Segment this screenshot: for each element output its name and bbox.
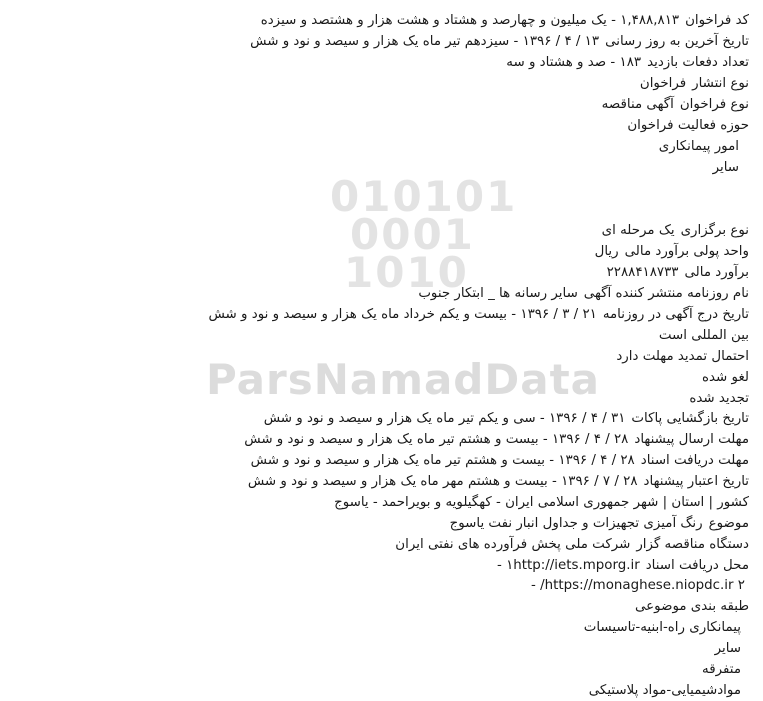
estimate-label: برآورد مالی bbox=[684, 265, 749, 280]
newspaper-date-label: تاریخ درج آگهی در روزنامه bbox=[602, 307, 749, 322]
doc-place-label: محل دریافت اسناد bbox=[645, 558, 749, 573]
renewed-flag: تجدید شده bbox=[689, 391, 749, 406]
last-update-value: ۱۳ / ۴ / ۱۳۹۶ - سیزدهم تیر ماه یک هزار و سیصد و نود و شش bbox=[250, 34, 600, 49]
call-code-row bbox=[261, 12, 749, 31]
activity-scope-item: سایر bbox=[712, 160, 739, 175]
opening-date-row bbox=[264, 410, 749, 429]
organizer-value: شرکت ملی پخش فرآورده های نفتی ایران bbox=[395, 537, 631, 552]
holding-type-value: یک مرحله ای bbox=[601, 223, 675, 238]
classification-item: سایر bbox=[714, 641, 741, 656]
doc-receive-deadline-label: مهلت دریافت اسناد bbox=[640, 453, 749, 468]
newspaper-date-row bbox=[208, 306, 749, 325]
doc-receive-deadline-row bbox=[251, 452, 749, 471]
submit-deadline-value: ۲۸ / ۴ / ۱۳۹۶ - بیست و هشتم تیر ماه یک هزار و سیصد و نود و شش bbox=[244, 432, 629, 447]
currency-value: ریال bbox=[594, 244, 619, 259]
watermark-brand: ParsNamadData bbox=[206, 355, 600, 404]
call-type-row bbox=[602, 96, 749, 115]
extension-flag: احتمال تمدید مهلت دارد bbox=[616, 349, 749, 364]
newspaper-value: سایر رسانه ها _ ابتکار جنوب bbox=[418, 286, 578, 301]
last-update-row bbox=[250, 33, 749, 52]
visits-label: تعداد دفعات بازدید bbox=[647, 55, 749, 70]
activity-scope-item: امور پیمانکاری bbox=[658, 139, 739, 154]
holding-type-label: نوع برگزاری bbox=[680, 223, 749, 238]
organizer-label: دستگاه مناقصه گزار bbox=[636, 537, 749, 552]
location-row: کشور | استان | شهر جمهوری اسلامی ایران - کهگیلویه و بویراحمد - یاسوج bbox=[334, 495, 749, 510]
subject-value: رنگ آمیزی تجهیزات و جداول انبار نفت یاسوج bbox=[449, 516, 703, 531]
subject-label: موضوع bbox=[708, 516, 749, 531]
newspaper-label: نام روزنامه منتشر کننده آگهی bbox=[583, 286, 749, 301]
publish-type-value: فراخوان bbox=[639, 76, 687, 91]
visits-value: ۱۸۳ - صد و هشتاد و سه bbox=[506, 55, 642, 70]
newspaper-row bbox=[418, 285, 749, 304]
doc-receive-deadline-value: ۲۸ / ۴ / ۱۳۹۶ - بیست و هشتم تیر ماه یک هزار و سیصد و نود و شش bbox=[250, 453, 635, 468]
opening-date-label: تاریخ بازگشایی پاکات bbox=[631, 411, 749, 426]
estimate-row bbox=[607, 264, 749, 283]
call-type-value: آگهی مناقصه bbox=[601, 97, 674, 112]
visits-row bbox=[506, 54, 749, 73]
validity-date-value: ۲۸ / ۷ / ۱۳۹۶ - بیست و هشتم مهر ماه یک هزار و سیصد و نود و شش bbox=[247, 474, 638, 489]
validity-date-row bbox=[248, 473, 749, 492]
last-update-label: تاریخ آخرین به روز رسانی bbox=[605, 34, 749, 49]
publish-type-label: نوع انتشار bbox=[692, 76, 749, 91]
activity-scope-label: حوزه فعالیت فراخوان bbox=[627, 118, 749, 133]
doc-place-link-1[interactable]: ۱http://iets.mporg.ir - bbox=[496, 558, 640, 573]
subject-row bbox=[450, 515, 749, 534]
classification-item: متفرقه bbox=[702, 662, 741, 677]
classification-item: پیمانکاری راه-ابنیه-تاسیسات bbox=[583, 620, 741, 635]
opening-date-value: ۳۱ / ۴ / ۱۳۹۶ - سی و یکم تیر ماه یک هزار و سیصد و نود و شش bbox=[263, 411, 626, 426]
currency-label: واحد پولی برآورد مالی bbox=[624, 244, 749, 259]
submit-deadline-row bbox=[244, 431, 749, 450]
submit-deadline-label: مهلت ارسال پیشنهاد bbox=[634, 432, 749, 447]
currency-row bbox=[595, 243, 749, 262]
doc-place-row bbox=[497, 557, 749, 576]
classification-item: موادشیمیایی-مواد پلاستیکی bbox=[588, 683, 741, 698]
doc-place-link-2[interactable]: ۲ https://monaghese.niopdc.ir/ - bbox=[531, 578, 745, 593]
holding-type-row bbox=[602, 222, 749, 241]
international-flag: بین المللی است bbox=[658, 328, 749, 343]
classification-label: طبقه بندی موضوعی bbox=[635, 599, 749, 614]
newspaper-date-value: ۲۱ / ۳ / ۱۳۹۶ - بیست و یکم خرداد ماه یک هزار و سیصد و نود و شش bbox=[208, 307, 597, 322]
estimate-value: ۲۲۸۸۴۱۸۷۳۳ bbox=[606, 265, 679, 280]
watermark-digits-line: 010101 bbox=[330, 172, 518, 221]
publish-type-row bbox=[640, 75, 749, 94]
call-type-label: نوع فراخوان bbox=[679, 97, 749, 112]
cancelled-flag: لغو شده bbox=[702, 370, 749, 385]
validity-date-label: تاریخ اعتبار پیشنهاد bbox=[643, 474, 749, 489]
organizer-row bbox=[395, 536, 749, 555]
call-code-label: کد فراخوان bbox=[685, 13, 749, 28]
watermark-digits-line: 0001 bbox=[350, 210, 475, 259]
watermark-digits-line: 1010 bbox=[344, 248, 469, 297]
call-code-value: ۱,۴۸۸,۸۱۳ - یک میلیون و چهارصد و هشتاد و هشت هزار و هشتصد و سیزده bbox=[260, 13, 680, 28]
